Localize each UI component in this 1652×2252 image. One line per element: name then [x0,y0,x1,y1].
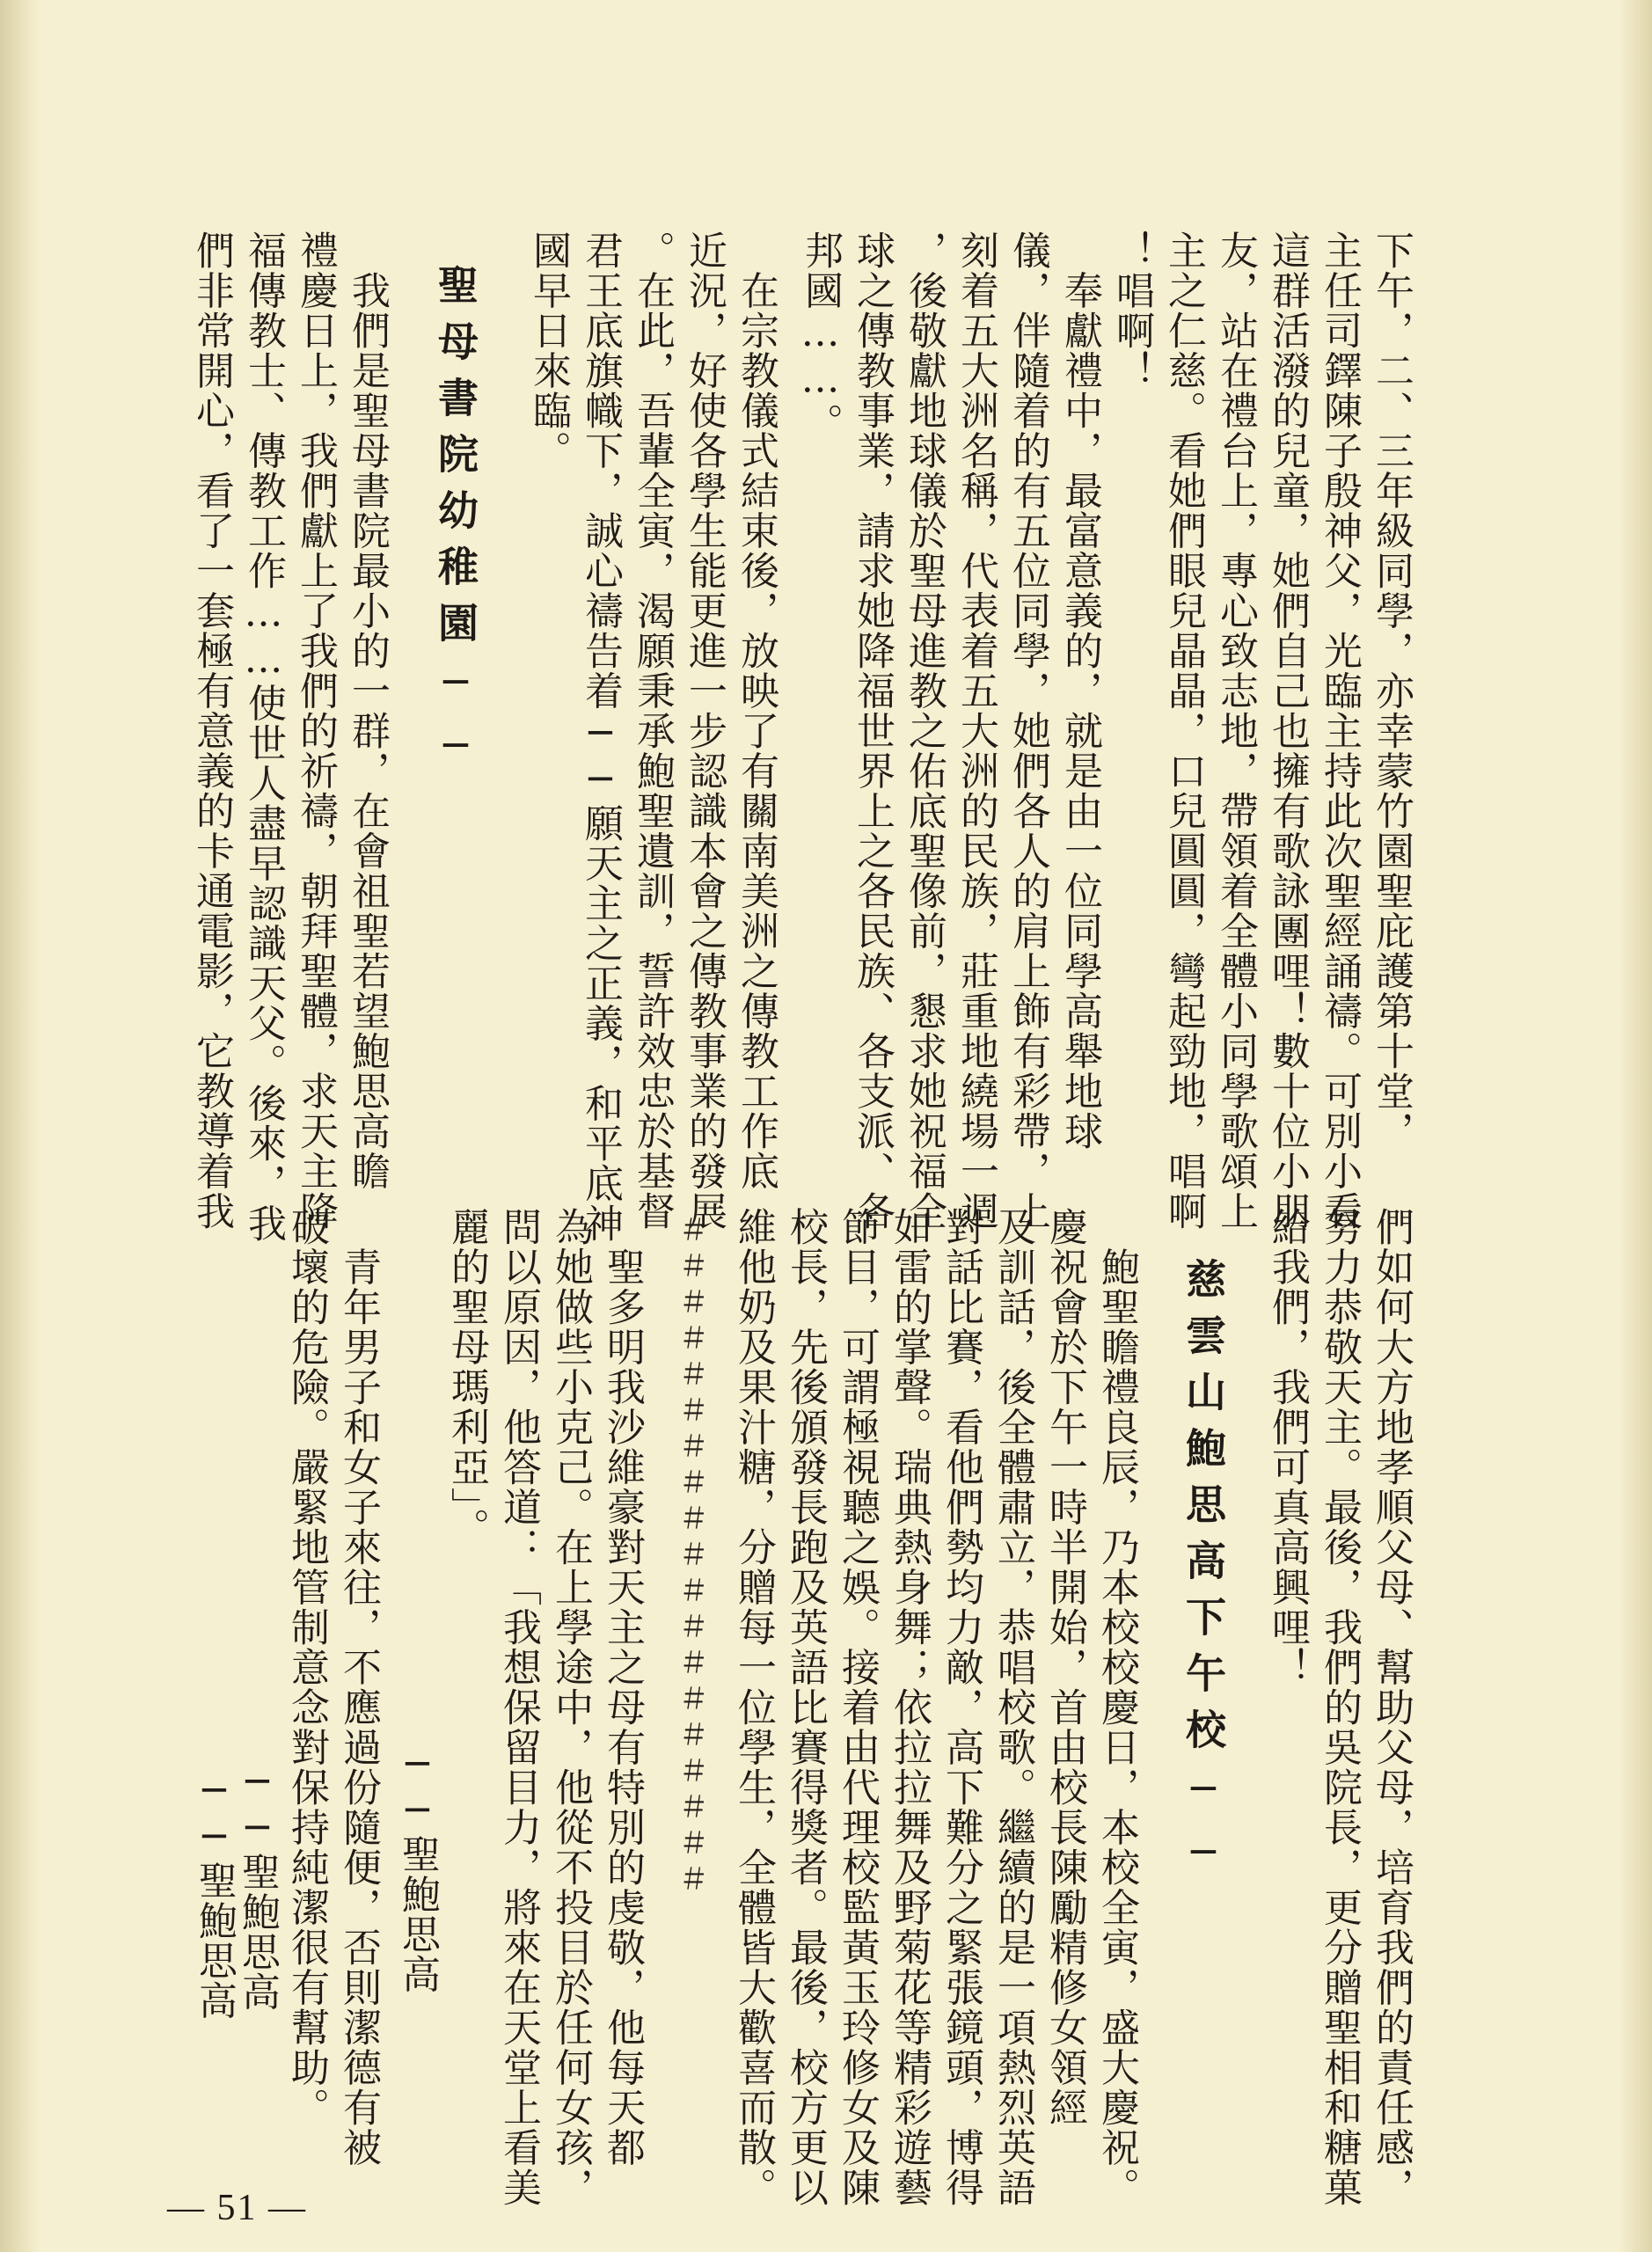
upper-line-6: ！唱啊！ [1109,230,1154,391]
hash-separator: ＃＃＃＃＃＃＃＃＃＃＃＃＃＃＃＃＃＃＃ [673,1214,708,1899]
anecdote-line-4: 麗的聖母瑪利亞」。 [444,1207,489,1548]
page-number: — 51 — [167,2188,307,2228]
quote-line-2: 破壞的危險。嚴緊地管制意念對保持純潔很有幫助。 [284,1207,329,2128]
quote-signature: ──聖鮑思高 [235,1759,280,2012]
page-left-edge [0,0,40,2252]
lower-line-a1: 們如何大方地孝順父母、幫助父母，培育我們的責任感， [1369,1207,1414,2208]
kindergarten-heading: 聖母書院幼稚園── [432,264,479,785]
upper-line-14: 近況，好使各學生能更進一步認識本會之傳教事業的發展 [682,230,727,1232]
anecdote-line-3: 問以原因，他答道：「我想保留目力，將來在天堂上看美 [496,1207,541,2208]
upper-line-16: 君王底旗幟下，誠心禱告着──願天主之正義，和平底神 [578,230,623,1244]
upper-line-1: 下午，二、三年級同學，亦幸蒙竹園聖庇護第十堂， [1369,230,1414,1152]
lower-line-b1: 鮑聖瞻禮良辰，乃本校校慶日，本校全寅，盛大慶祝。 [1094,1207,1139,2208]
upper-line-11: 球之傳教事業，請求她降福世界上之各民族、各支派、各 [850,230,895,1232]
lower-line-b7: 校長，先後頒發長跑及英語比賽得獎者。最後，校方更以 [783,1207,828,2208]
lower-line-b6: 節目，可謂極視聽之娛。接着由代理校監黃玉玲修女及陳 [835,1207,880,2208]
anecdote-signature: ──聖鮑思高 [395,1742,440,1994]
upper-line-12: 邦國……。 [798,230,843,443]
upper-line-4: 友，站在禮台上，專心致志地，帶領着全體小同學歌頌上 [1213,230,1258,1232]
lower-line-b5: 如雷的掌聲。瑞典熱身舞；依拉拉舞及野菊花等精彩遊藝 [887,1207,932,2208]
kinder-signature: ──聖鮑思高 [192,1768,237,2021]
page-right-edge [1619,0,1652,2252]
upper-line-10: ，後敬獻地球儀於聖母進教之佑底聖像前，懇求她祝福全 [902,230,947,1232]
upper-line-13: 在宗教儀式結束後，放映了有關南美洲之傳教工作底 [734,230,778,1191]
lower-line-b2: 慶祝會於下午一時半開始，首由校長陳勵精修女領經 [1042,1207,1087,2128]
upper-line-5: 主之仁慈。看她們眼兒晶晶，口兒圓圓，彎起勁地，唱啊 [1161,230,1206,1232]
lower-line-b8: 維他奶及果汁糖，分贈每一位學生，全體皆大歡喜而散。 [731,1207,776,2208]
kinder-line-2: 禮慶日上，我們獻上了我們的祈禱，朝拜聖體，求天主降 [293,230,338,1232]
upper-line-3: 這群活潑的兒童，她們自己也擁有歌詠團哩！數十位小朋 [1265,230,1310,1232]
lower-line-b3: 及訓話，後全體肅立，恭唱校歌。繼續的是一項熱烈英語 [990,1207,1035,2208]
kinder-line-4: 們非常開心，看了一套極有意義的卡通電影，它教導着我 [189,230,234,1232]
afternoon-school-heading: 慈雲山鮑思高下午校── [1180,1258,1227,1891]
upper-line-17: 國早日來臨。 [526,230,571,471]
kinder-line-1: 我們是聖母書院最小的一群，在會祖聖若望鮑思高瞻 [345,230,390,1191]
lower-line-a2: 努力恭敬天主。最後，我們的吳院長，更分贈聖相和糖菓 [1317,1207,1362,2208]
lower-line-b4: 對話比賽，看他們勢均力敵，高下難分之緊張鏡頭，博得 [939,1207,983,2208]
quote-line-1: 青年男子和女子來往，不應過份隨便，否則潔德有被 [336,1207,381,2168]
upper-line-7: 奉獻禮中，最富意義的，就是由一位同學高舉地球 [1057,230,1102,1152]
kinder-line-3: 福傳教士、傳教工作……使世人盡早認識天父。後來，我 [241,230,286,1244]
anecdote-line-2: 為她做些小克己。在上學途中，他從不投目於任何女孩， [548,1207,593,2208]
upper-line-8: 儀，伴隨着的有五位同學，她們各人的肩上飾有彩帶，上 [1005,230,1050,1232]
upper-line-2: 主任司鐸陳子殷神父，光臨主持此次聖經誦禱。可別小看 [1317,230,1362,1232]
anecdote-line-1: 聖多明我沙維豪對天主之母有特別的虔敬，他每天都 [600,1207,645,2168]
upper-line-9: 刻着五大洲名稱，代表着五大洲的民族，莊重地繞場一週 [954,230,998,1232]
lower-line-a3: 給我們，我們可真高興哩！ [1265,1207,1310,1687]
upper-line-15: 。在此，吾輩全寅，渴願秉承鮑聖遺訓，誓許效忠於基督 [630,230,675,1232]
